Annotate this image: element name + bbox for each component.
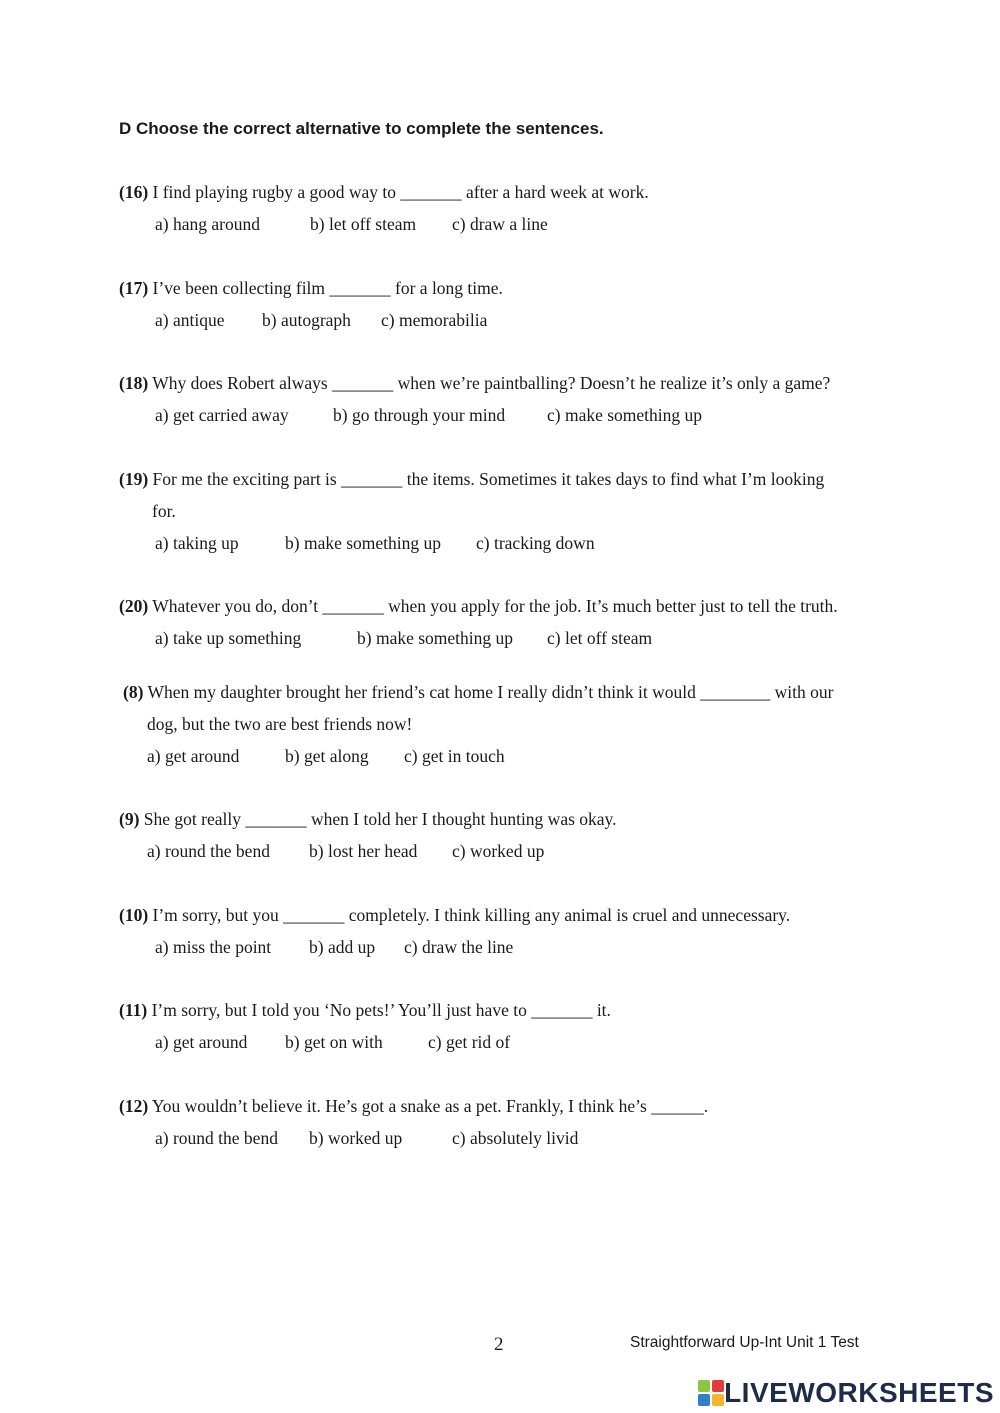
answer-option[interactable]: b) make something up — [357, 628, 514, 648]
answer-option[interactable]: b) let off steam — [310, 214, 417, 234]
question-text — [119, 182, 649, 202]
question-text — [119, 596, 838, 616]
answer-option[interactable]: a) get around — [155, 1032, 248, 1052]
answer-option[interactable]: c) tracking down — [476, 533, 595, 553]
answer-option[interactable]: a) taking up — [155, 533, 239, 553]
answer-option[interactable]: b) lost her head — [309, 841, 418, 861]
answer-option[interactable]: a) hang around — [155, 214, 260, 234]
question-sentence: I’ve been collecting film _______ for a long time. — [152, 278, 503, 298]
question-text-continued — [147, 714, 412, 734]
answer-option[interactable]: a) take up something — [155, 628, 302, 648]
answer-option[interactable]: b) add up — [309, 937, 376, 957]
page-number: 2 — [494, 1334, 504, 1355]
answer-option[interactable]: c) draw a line — [452, 214, 548, 234]
question-sentence: I’m sorry, but you _______ completely. I think killing any animal is cruel and unnecessary. — [152, 905, 791, 925]
question-sentence: for. — [152, 501, 176, 521]
answer-option[interactable]: a) antique — [155, 310, 225, 330]
question-text — [119, 1096, 708, 1116]
answer-option[interactable]: c) make something up — [547, 405, 703, 425]
question-text — [119, 278, 503, 298]
question-number: (16) — [119, 182, 149, 202]
answer-option[interactable]: a) get around — [147, 746, 240, 766]
question-number: (11) — [119, 1000, 148, 1020]
liveworksheets-logo-icon — [698, 1380, 722, 1406]
question-sentence: She got really _______ when I told her I thought hunting was okay. — [143, 809, 617, 829]
answer-option[interactable]: c) memorabilia — [381, 310, 488, 330]
answer-option[interactable]: b) get along — [285, 746, 369, 766]
question-number: (8) — [123, 682, 144, 702]
question-text — [119, 809, 617, 829]
answer-option[interactable]: b) autograph — [262, 310, 351, 330]
answer-option[interactable]: a) round the bend — [155, 1128, 278, 1148]
section-heading: D Choose the correct alternative to complete the sentences. — [119, 119, 604, 138]
question-sentence: Why does Robert always _______ when we’re paintballing? Doesn’t he realize it’s only a game? — [152, 373, 831, 393]
question-sentence: You wouldn’t believe it. He’s got a snake as a pet. Frankly, I think he’s ______. — [151, 1096, 709, 1116]
liveworksheets-logo[interactable] — [698, 1376, 994, 1410]
question-text — [119, 469, 824, 489]
answer-option[interactable]: a) miss the point — [155, 937, 272, 957]
question-text — [119, 1000, 611, 1020]
question-sentence: dog, but the two are best friends now! — [147, 714, 413, 734]
question-sentence: I’m sorry, but I told you ‘No pets!’ You’ll just have to _______ it. — [151, 1000, 611, 1020]
answer-option[interactable]: c) let off steam — [547, 628, 653, 648]
question-text-continued — [152, 501, 176, 521]
answer-option[interactable]: c) get rid of — [428, 1032, 511, 1052]
question-number: (18) — [119, 373, 149, 393]
question-sentence: Whatever you do, don’t _______ when you apply for the job. It’s much better just to tell the truth. — [152, 596, 838, 616]
answer-option[interactable]: a) get carried away — [155, 405, 289, 425]
question-number: (10) — [119, 905, 149, 925]
question-sentence: I find playing rugby a good way to _______ after a hard week at work. — [152, 182, 649, 202]
answer-option[interactable]: c) get in touch — [404, 746, 505, 766]
question-number: (12) — [119, 1096, 149, 1116]
question-sentence: When my daughter brought her friend’s cat home I really didn’t think it would ________ with our — [147, 682, 834, 702]
question-number: (9) — [119, 809, 140, 829]
answer-option[interactable]: b) make something up — [285, 533, 442, 553]
question-text — [119, 373, 830, 393]
question-number: (19) — [119, 469, 149, 489]
question-text — [119, 905, 790, 925]
answer-option[interactable]: c) absolutely livid — [452, 1128, 579, 1148]
answer-option[interactable]: c) draw the line — [404, 937, 514, 957]
question-number: (20) — [119, 596, 149, 616]
answer-option[interactable]: a) round the bend — [147, 841, 270, 861]
answer-option[interactable]: b) get on with — [285, 1032, 383, 1052]
answer-option[interactable]: b) worked up — [309, 1128, 403, 1148]
answer-option[interactable]: b) go through your mind — [333, 405, 506, 425]
question-number: (17) — [119, 278, 149, 298]
liveworksheets-brand-text: LIVEWORKSHEETS — [724, 1377, 994, 1408]
question-sentence: For me the exciting part is _______ the items. Sometimes it takes days to find what I’m looking — [152, 469, 825, 489]
answer-option[interactable]: c) worked up — [452, 841, 545, 861]
question-text — [123, 682, 833, 702]
footer-title: Straightforward Up-Int Unit 1 Test — [630, 1334, 859, 1351]
